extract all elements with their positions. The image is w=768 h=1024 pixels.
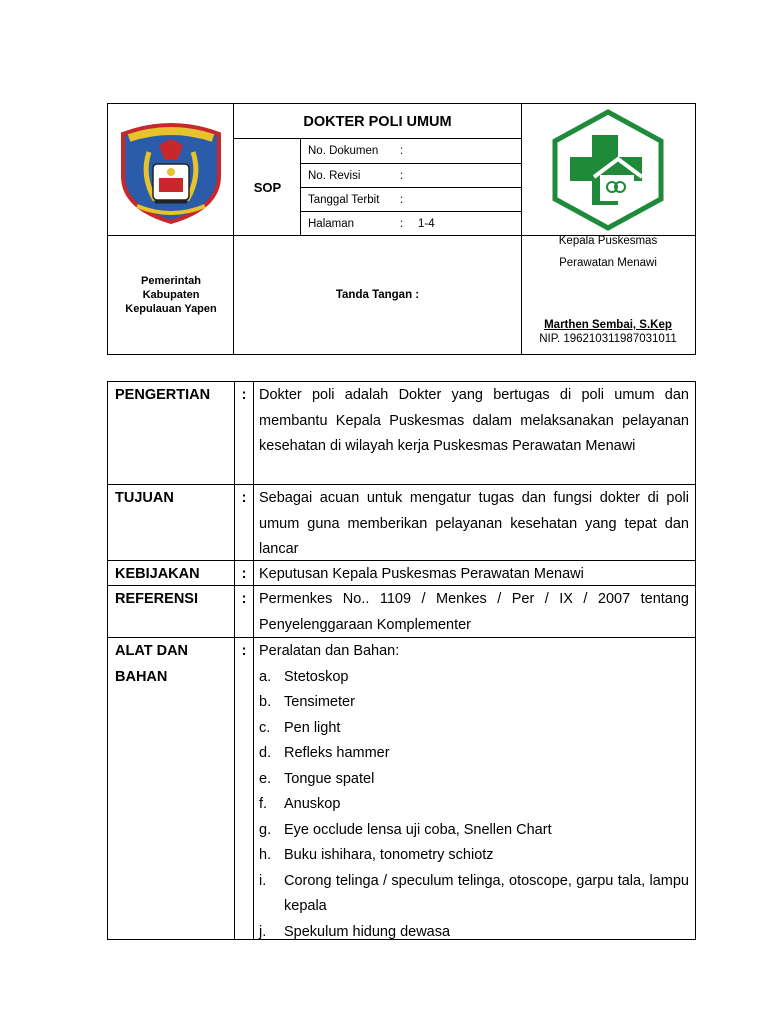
meta-label: No. Dokumen (308, 145, 379, 157)
section-label: TUJUAN (115, 490, 174, 506)
section-tujuan (108, 485, 695, 560)
sop-content-table (107, 381, 696, 940)
meta-row-no-revisi (301, 164, 521, 188)
head-of-puskesmas-block (521, 235, 695, 354)
list-text: Refleks hammer (284, 745, 390, 761)
section-colon: : (241, 643, 247, 659)
meta-colon: : (400, 194, 404, 206)
kepala-unit: Perawatan Menawi (559, 257, 657, 269)
section-label (115, 639, 188, 690)
list-marker: a. (259, 668, 272, 685)
list-item (259, 665, 689, 691)
meta-colon: : (400, 145, 404, 157)
list-marker: b. (259, 694, 272, 710)
regency-crest-icon (108, 104, 234, 235)
government-label (108, 235, 234, 354)
list-marker: f. (259, 796, 268, 812)
list-marker: e. (259, 770, 272, 787)
list-text: Anuskop (284, 796, 341, 812)
section-colon: : (241, 566, 247, 582)
section-label-line: BAHAN (115, 668, 168, 685)
list-text: Tensimeter (284, 694, 355, 710)
list-marker: i. (259, 872, 267, 889)
equipment-intro: Peralatan dan Bahan: (259, 643, 400, 659)
list-text: Buku ishihara, tonometry schiotz (284, 847, 494, 863)
list-item (259, 767, 689, 793)
section-colon: : (241, 490, 247, 506)
list-item (259, 716, 689, 742)
list-text: Stetoskop (284, 668, 349, 685)
section-label: PENGERTIAN (115, 387, 211, 403)
section-pengertian (108, 382, 695, 484)
government-line: Pemerintah (141, 274, 201, 287)
section-text: Sebagai acuan untuk mengatur tugas dan fungsi dokter di poli umum guna memberikan pelayanan kesehatan yang tepat dan lancar (259, 490, 689, 557)
signature-label: Tanda Tangan : (335, 288, 420, 301)
meta-value: 1-4 (418, 218, 435, 230)
list-text: Corong telinga / speculum telinga, otoscope, garpu tala, lampu kepala (284, 872, 689, 914)
section-text: Permenkes No.. 1109 / Menkes / Per / IX / 2007 tentang Penyelenggaraan Komplementer (259, 591, 689, 633)
section-kebijakan (108, 561, 695, 585)
section-referensi (108, 586, 695, 637)
section-colon: : (241, 387, 247, 403)
sop-header-table (107, 103, 696, 355)
meta-row-tanggal-terbit (301, 188, 521, 212)
list-marker: j. (259, 923, 267, 940)
puskesmas-logo-icon (521, 104, 695, 235)
list-item (259, 920, 689, 946)
section-colon: : (241, 591, 247, 607)
list-item (259, 869, 689, 920)
sop-label: SOP (253, 179, 282, 195)
section-label: KEBIJAKAN (115, 566, 200, 582)
meta-label: No. Revisi (308, 170, 361, 182)
section-alat-dan-bahan (108, 638, 695, 938)
meta-label: Halaman (308, 218, 355, 230)
list-item (259, 843, 689, 869)
meta-label: Tanggal Terbit (308, 194, 380, 206)
list-text: Tongue spatel (284, 770, 375, 787)
kepala-nip: NIP. 196210311987031011 (539, 333, 677, 345)
list-item (259, 690, 689, 716)
list-text: Pen light (284, 719, 341, 736)
list-marker: g. (259, 821, 272, 838)
list-text: Spekulum hidung dewasa (284, 923, 451, 940)
section-label: REFERENSI (115, 591, 198, 607)
meta-row-no-dokumen (301, 139, 521, 163)
list-item (259, 818, 689, 844)
list-marker: d. (259, 745, 272, 761)
kepala-title: Kepala Puskesmas (558, 235, 658, 247)
government-line: Kabupaten (142, 288, 200, 301)
list-item (259, 792, 689, 818)
section-label-line: ALAT DAN (115, 643, 189, 659)
list-marker: h. (259, 847, 272, 863)
meta-colon: : (400, 170, 404, 182)
list-text: Eye occlude lensa uji coba, Snellen Chart (284, 821, 552, 838)
section-text: Dokter poli adalah Dokter yang bertugas di poli umum dan membantu Kepala Puskesmas dalam melaksanakan pelayanan kesehatan di wilayah kerja Puskesmas Perawatan Menawi (259, 387, 689, 454)
equipment-list (259, 639, 689, 945)
section-text: Keputusan Kepala Puskesmas Perawatan Menawi (259, 566, 584, 582)
kepala-name: Marthen Sembai, S.Kep (544, 319, 672, 331)
document-title: DOKTER POLI UMUM (303, 113, 452, 130)
meta-colon: : (400, 218, 404, 230)
list-item (259, 741, 689, 767)
list-marker: c. (259, 719, 271, 736)
meta-row-halaman (301, 212, 521, 236)
government-line: Kepulauan Yapen (125, 302, 217, 315)
